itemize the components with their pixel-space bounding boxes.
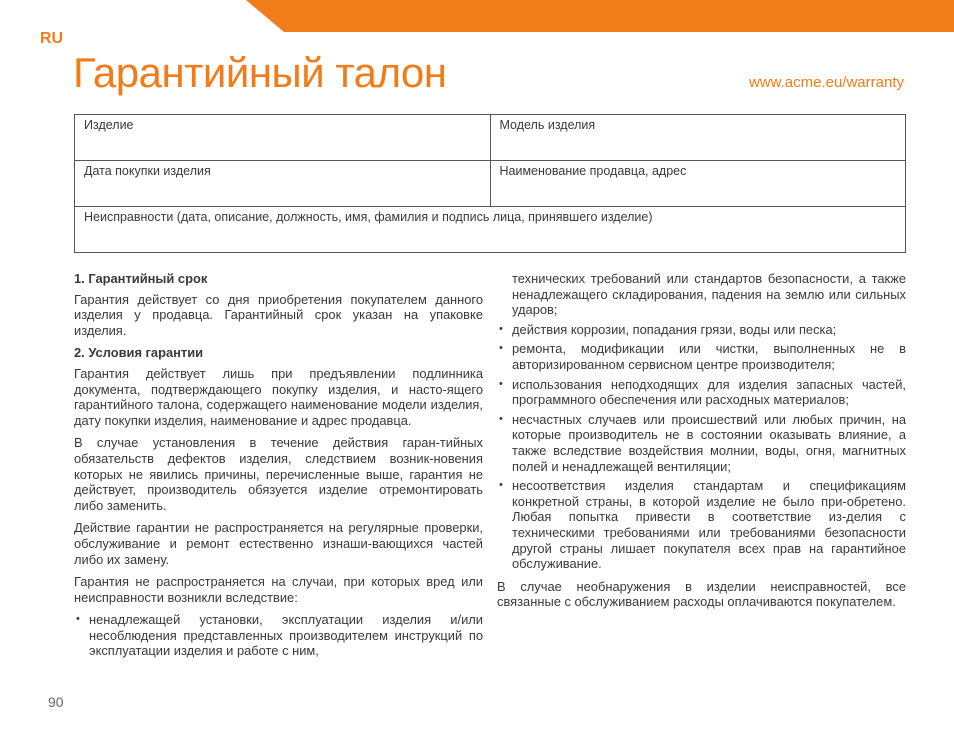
warranty-url-link[interactable]: www.acme.eu/warranty [748,74,904,91]
exclusions-list [74,612,483,659]
section-heading-warranty-conditions: 2. Условия гарантии [74,345,204,361]
list-item: • несчастных случаев или происшествий или любых причин, на которые производитель не в состоянии оказывать влияние, а также вследствие воздействия молнии, воды, огня, магнитных полей и ненадлежащей вентиляции; [497,412,906,474]
list-item: • действия коррозии, попадания грязи, воды или песка; [497,322,906,338]
list-item: • несоответствия изделия стандартам и спецификациям конкретной страны, в которой изделие не было при-обретено. Любая попытка привести в соответствие из-делия с техническими требованиями или требованиями безопасности другой страны лишает покупателя всех прав на гарантийное обслуживание. [497,478,906,572]
paragraph: Гарантия действует лишь при предъявлении подлинника документа, подтверждающего покупку изделия, и насто-ящего гарантийного талона, содержащего наименование модели изделия, дату покупки изделия, наименование и адрес продавца. [74,365,483,428]
left-column [74,271,483,666]
paragraph: В случае необнаружения в изделии неисправностей, все связанные с обслуживанием расходы оплачиваются покупателем. [497,578,906,610]
seller-field[interactable]: Наименование продавца, адрес [490,161,906,207]
warranty-form-table [74,114,906,253]
list-item-continuation: технических требований или стандартов безопасности, а также ненадлежащего складирования, падения на землю или сильных ударов; [512,271,906,318]
language-code: RU [40,30,64,47]
purchase-date-field[interactable]: Дата покупки изделия [75,161,491,207]
paragraph: В случае установления в течение действия гаран-тийных обязательств дефектов изделия, следствием возник-новения которых не явились причины, перечисленные выше, гарантия не действует, производитель обязуется изделие отремонтировать либо заменить. [74,435,483,513]
paragraph: Гарантия не распространяется на случаи, при которых вред или неисправности возникли вследствие: [74,574,483,605]
section-heading-warranty-period: 1. Гарантийный срок [74,271,208,286]
list-item: • ненадлежащей установки, эксплуатации изделия и/или несоблюдения представленных производителем инструкций по эксплуатации изделия и работе с ним, [74,612,483,659]
model-field[interactable]: Модель изделия [490,115,906,161]
list-item: • ремонта, модификации или чистки, выполненных не в авторизированном сервисном центре производителя; [497,341,906,372]
exclusions-list-continued [497,271,906,572]
list-item: • использования неподходящих для изделия запасных частей, программного обеспечения или расходных материалов; [497,377,906,408]
product-field[interactable]: Изделие [75,115,491,161]
right-column [497,271,906,617]
header-accent-bar [246,0,954,32]
paragraph: Гарантия действует со дня приобретения покупателем данного изделия у продавца. Гарантийный срок указан на упаковке изделия. [74,291,483,338]
page-title: Гарантийный талон [73,49,447,96]
page-number: 90 [48,694,64,710]
defects-field[interactable]: Неисправности (дата, описание, должность, имя, фамилия и подпись лица, принявшего изделие) [75,207,906,253]
paragraph: Действие гарантии не распространяется на регулярные проверки, обслуживание и ремонт естественно изнаши-вающихся частей либо их замену. [74,520,483,567]
